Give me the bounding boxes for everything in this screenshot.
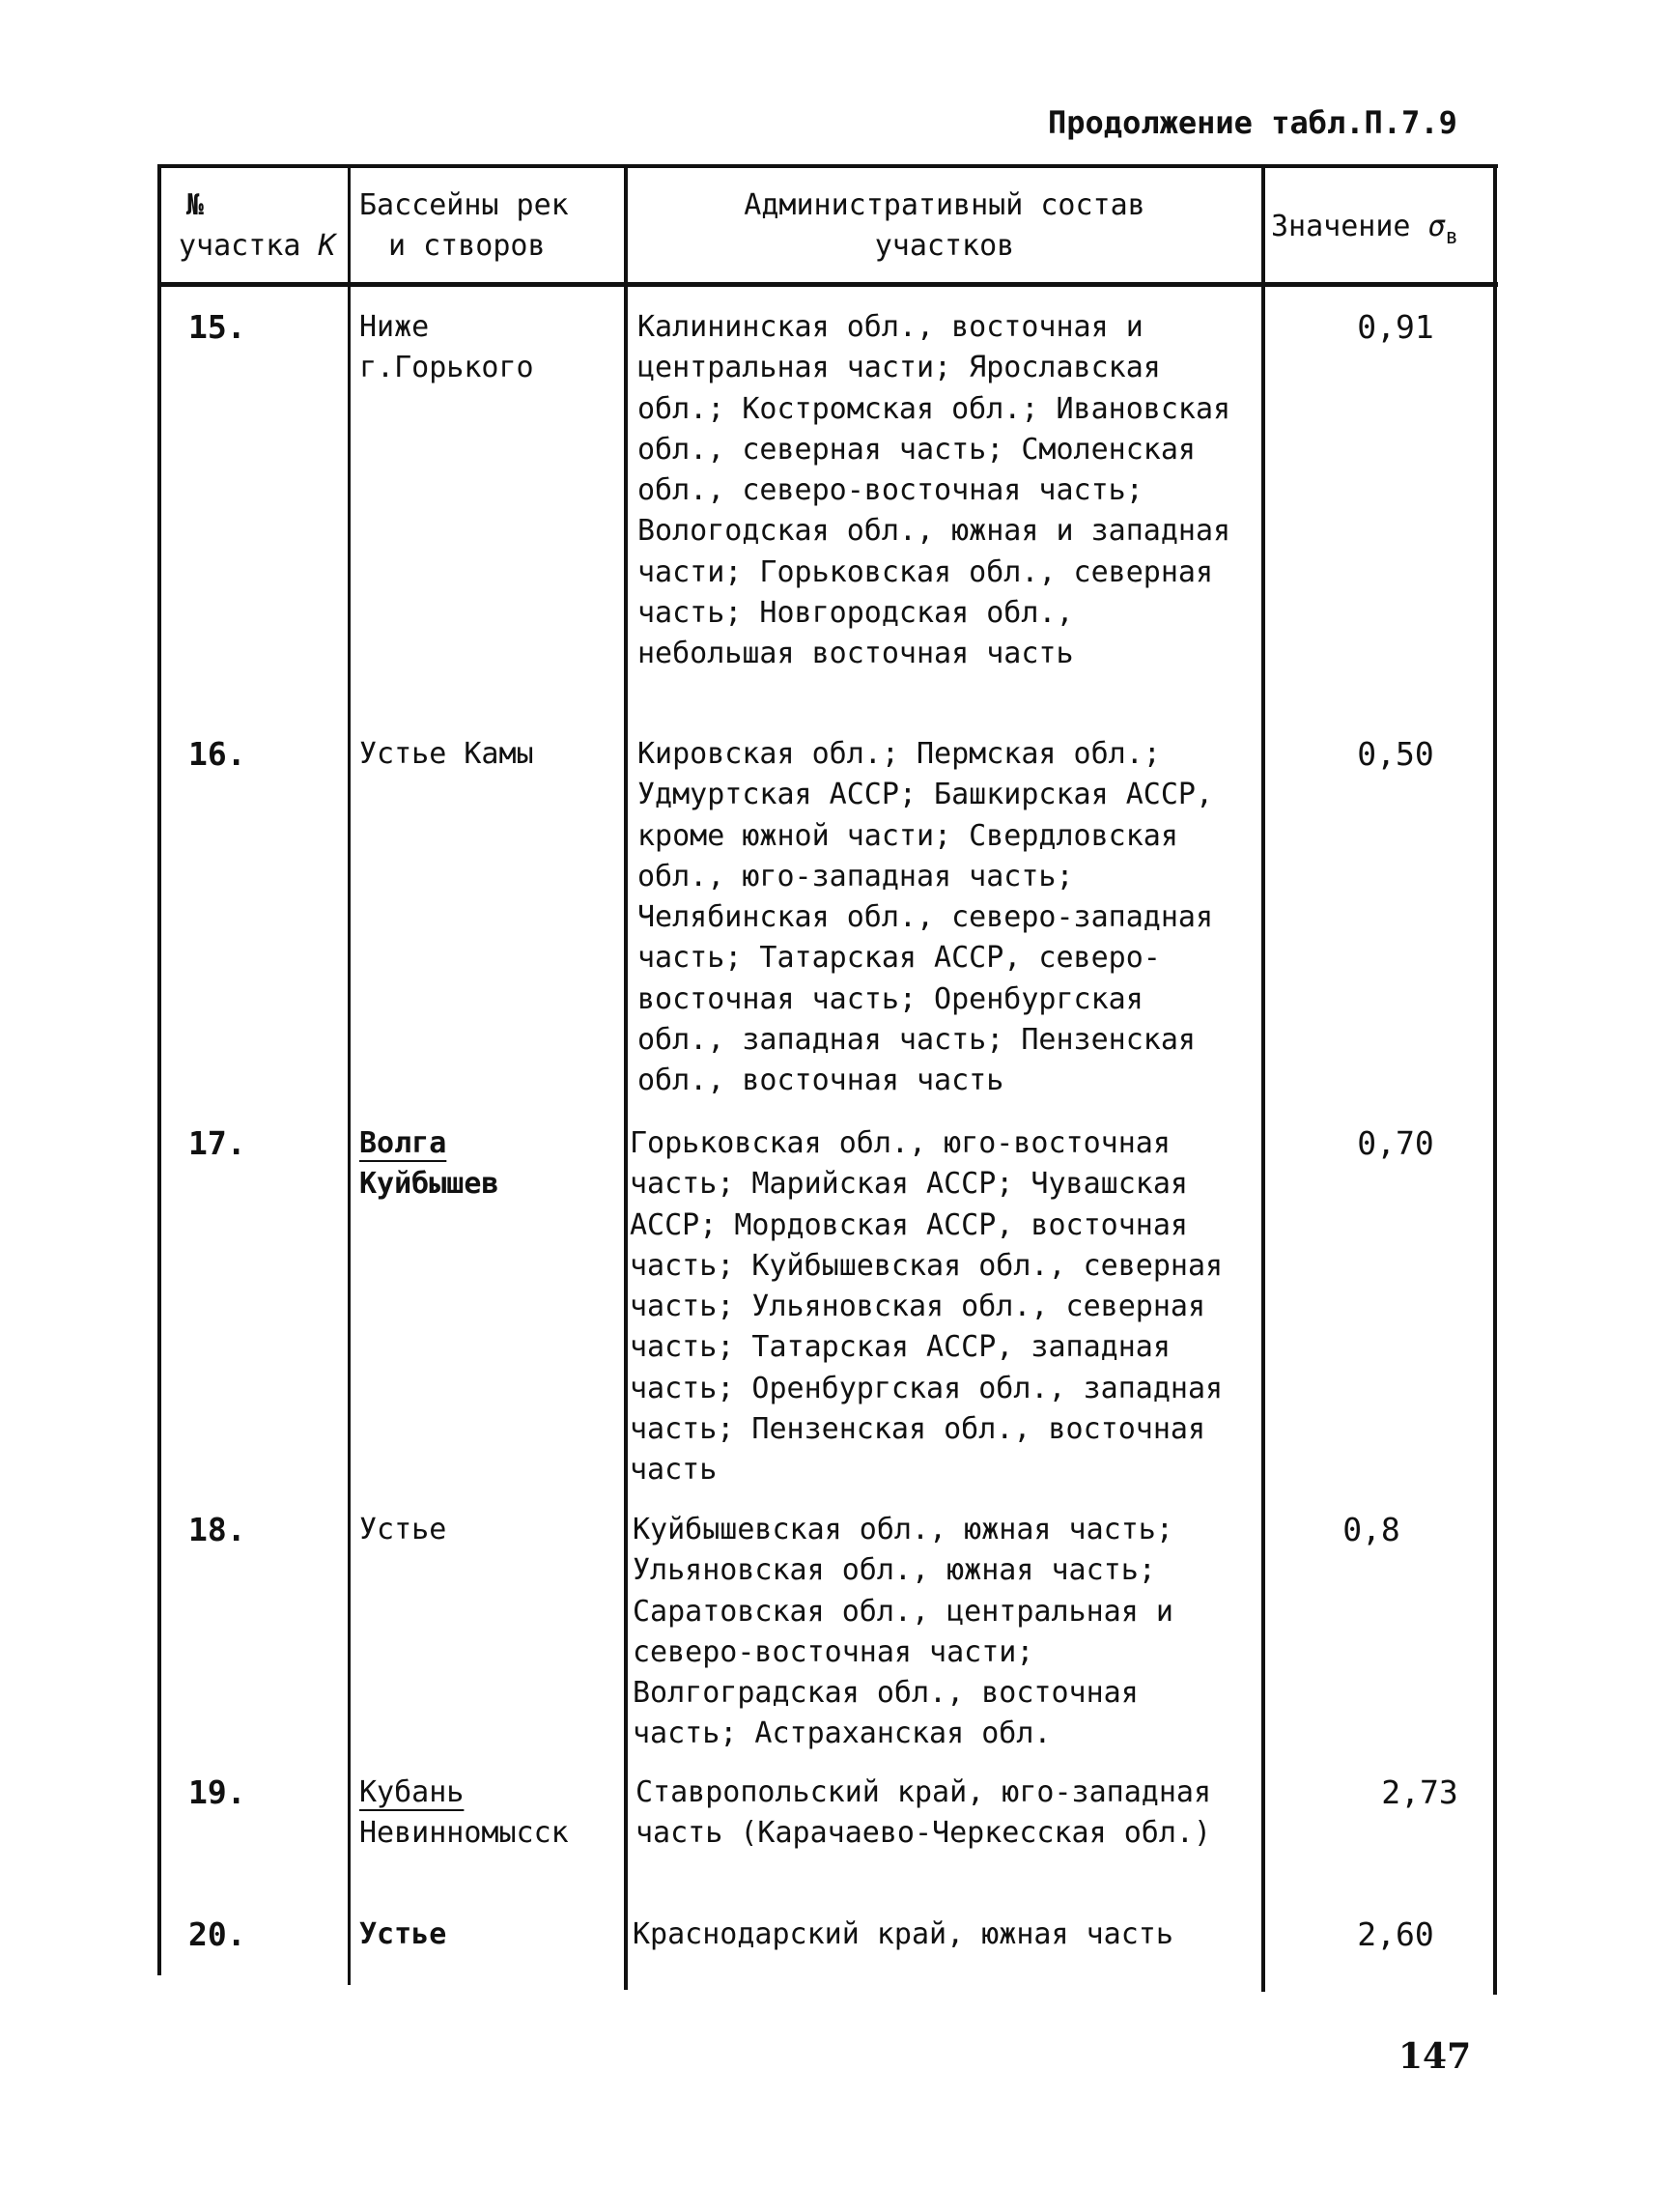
- vertical-rule-1: [348, 164, 351, 1985]
- vertical-rule-right: [1493, 164, 1497, 1995]
- column-header-number-label: участка К: [179, 229, 336, 263]
- row-20-number: 20.: [188, 1915, 246, 1953]
- row-20-admin: Краснодарский край, южная часть: [633, 1917, 1173, 1951]
- table-top-rule: [157, 164, 1498, 168]
- row-17-number: 17.: [188, 1124, 246, 1162]
- column-header-number: [179, 185, 343, 267]
- row-19-basin: Кубань Невинномысск: [359, 1775, 569, 1851]
- row-15-admin: Калининская обл., восточная и центральная части; Ярославская обл.; Костромская обл.; Ивановская обл., северная часть; Смоленская обл., северо-восточная часть; Вологодская обл., южная и западная части; Горьковская обл., северная часть; Новгородская обл., небольшая восточная часть: [637, 310, 1231, 671]
- column-header-value: Значение $\sigma_в$: [1271, 210, 1458, 249]
- row-17-basin: Волга Куйбышев: [359, 1126, 499, 1202]
- row-16-number: 16.: [188, 735, 246, 773]
- table-continuation-caption: Продолжение табл.П.7.9: [1048, 104, 1457, 141]
- row-15-number: 15.: [188, 308, 246, 346]
- row-15-value: 0,91: [1357, 308, 1434, 346]
- row-20-basin: Устье: [359, 1917, 447, 1951]
- row-18-value: 0,8: [1342, 1511, 1400, 1548]
- header-bottom-rule: [157, 282, 1498, 287]
- row-19-number: 19.: [188, 1773, 246, 1811]
- row-16-basin: Устье Камы: [359, 737, 534, 771]
- row-15-basin: Ниже г.Горького: [359, 310, 534, 385]
- column-header-number-sign: №: [186, 188, 205, 222]
- row-17-admin: Горьковская обл., юго-восточная часть; Марийская АССР; Чувашская АССР; Мордовская АССР, восточная часть; Куйбышевская обл., северная часть; Ульяновская обл., северная часть; Татарская АССР, западная часть; Оренбургская обл., западная часть; Пензенская обл., восточная часть: [630, 1126, 1224, 1488]
- row-18-number: 18.: [188, 1511, 246, 1548]
- row-16-value: 0,50: [1357, 735, 1434, 773]
- column-header-admin: Административный состав участков: [744, 188, 1145, 263]
- row-20-value: 2,60: [1357, 1915, 1434, 1953]
- vertical-rule-3: [1261, 164, 1265, 1992]
- page-number: 147: [1398, 2036, 1472, 2077]
- row-19-value: 2,73: [1381, 1773, 1458, 1811]
- vertical-rule-2: [624, 164, 628, 1990]
- vertical-rule-left: [157, 164, 161, 1975]
- row-17-value: 0,70: [1357, 1124, 1434, 1162]
- row-18-basin: Устье: [359, 1513, 447, 1546]
- row-19-admin: Ставропольский край, юго-западная часть (Карачаево-Черкесская обл.): [635, 1775, 1212, 1851]
- row-16-admin: Кировская обл.; Пермская обл.; Удмуртская АССР; Башкирская АССР, кроме южной части; Свердловская обл., юго-западная часть; Челябинская обл., северо-западная часть; Татарская АССР, северо-восточная часть; Оренбургская обл., западная часть; Пензенская обл., восточная часть: [637, 737, 1214, 1098]
- column-header-basin: Бассейны рек и створов: [359, 188, 569, 263]
- row-18-admin: Куйбышевская обл., южная часть; Ульяновская обл., южная часть; Саратовская обл., центральная и северо-восточная части; Волгоградская обл., восточная часть; Астраханская обл.: [633, 1513, 1173, 1751]
